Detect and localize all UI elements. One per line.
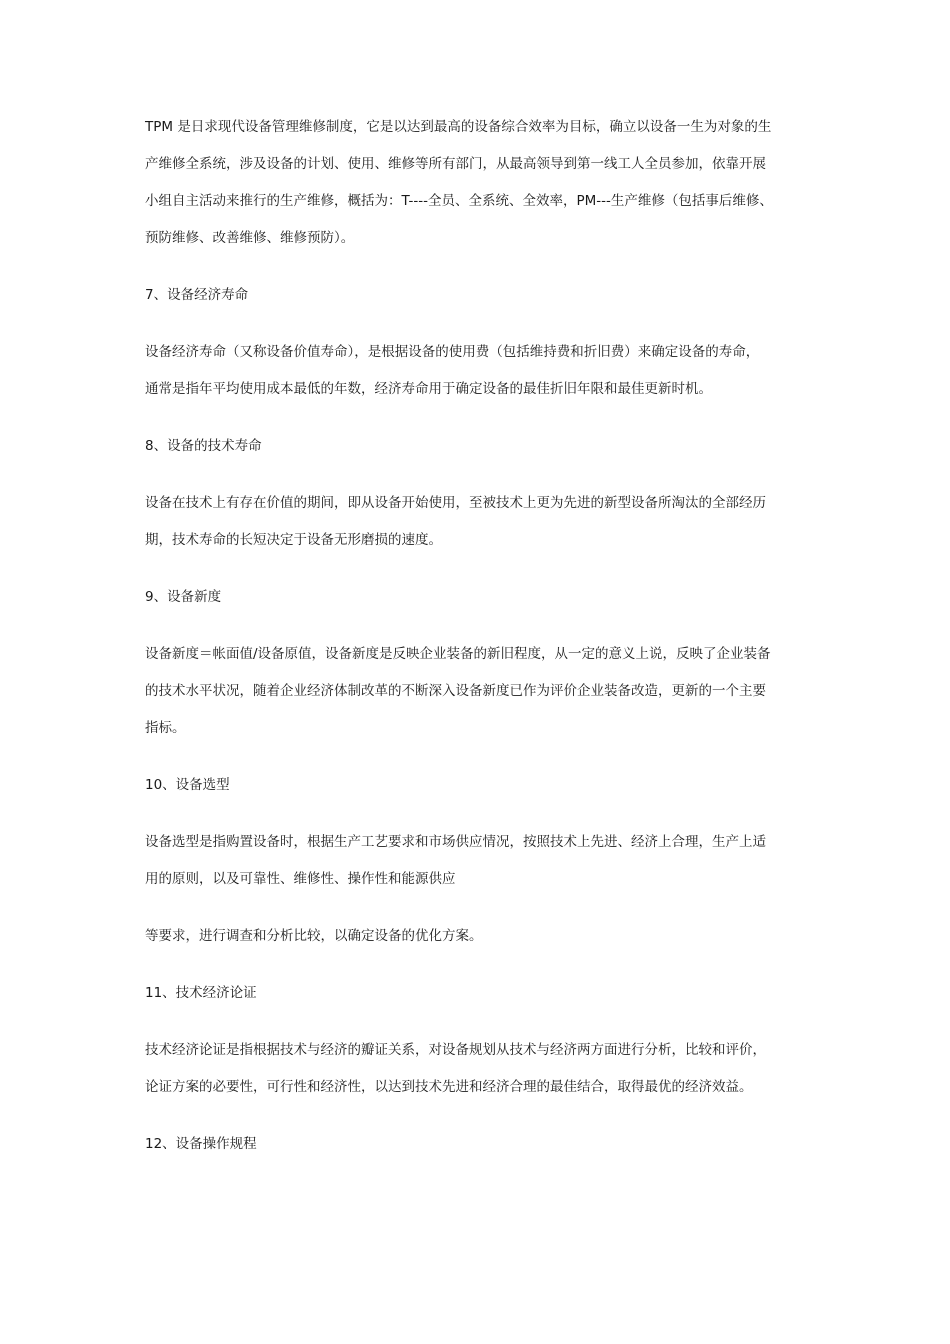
section-heading-7: 7、设备经济寿命 <box>145 287 249 303</box>
paragraph-technical-life <box>145 493 811 567</box>
text-line: 技术经济论证是指根据技术与经济的瓣证关系，对设备规划从技术与经济两方面进行分析，比较和评价， <box>145 1042 766 1058</box>
text-line: 的技术水平状况，随着企业经济体制改革的不断深入设备新度已作为评价企业装备改造，更新的一个主要 <box>145 683 766 699</box>
paragraph-tpm <box>145 117 811 265</box>
text-line: 设备在技术上有存在价值的期间，即从设备开始使用，至被技术上更为先进的新型设备所淘汰的全部经历 <box>145 495 766 511</box>
paragraph-demonstration <box>145 1040 811 1114</box>
text-line: 期，技术寿命的长短决定于设备无形磨损的速度。 <box>145 532 442 548</box>
section-heading-11: 11、技术经济论证 <box>145 985 257 1001</box>
text-line: 设备经济寿命（又称设备价值寿命），是根据设备的使用费（包括维持费和折旧费）来确定设备的寿命， <box>145 344 760 360</box>
text-line: 产维修全系统，涉及设备的计划、使用、维修等所有部门，从最高领导到第一线工人全员参加，依靠开展 <box>145 156 766 172</box>
text-line: 设备新度＝帐面值/设备原值，设备新度是反映企业装备的新旧程度，从一定的意义上说，反映了企业装备 <box>145 646 771 662</box>
paragraph-selection-cont <box>145 926 811 963</box>
section-heading-8: 8、设备的技术寿命 <box>145 438 262 454</box>
section-heading-10: 10、设备选型 <box>145 777 230 793</box>
section-heading-9: 9、设备新度 <box>145 589 222 605</box>
document-page <box>145 117 811 1171</box>
paragraph-newness <box>145 644 811 755</box>
text-line: 设备选型是指购置设备时，根据生产工艺要求和市场供应情况，按照技术上先进、经济上合理，生产上适 <box>145 834 766 850</box>
text-line: TPM 是日求现代设备管理维修制度，它是以达到最高的设备综合效率为目标，确立以设备一生为对象的生 <box>145 119 772 135</box>
text-line: 用的原则，以及可靠性、维修性、操作性和能源供应 <box>145 871 456 887</box>
text-line: 通常是指年平均使用成本最低的年数，经济寿命用于确定设备的最佳折旧年限和最佳更新时机。 <box>145 381 712 397</box>
text-line: 论证方案的必要性，可行性和经济性，以达到技术先进和经济合理的最佳结合，取得最优的经济效益。 <box>145 1079 753 1095</box>
text-line: 等要求，进行调查和分析比较，以确定设备的优化方案。 <box>145 928 483 944</box>
text-line: 指标。 <box>145 720 186 736</box>
text-line: 预防维修、改善维修、维修预防）。 <box>145 230 355 246</box>
paragraph-economic-life <box>145 342 811 416</box>
section-heading-12: 12、设备操作规程 <box>145 1136 257 1152</box>
paragraph-selection <box>145 832 811 906</box>
text-line: 小组自主活动来推行的生产维修，概括为：T----全员、全系统、全效率，PM---生产维修（包括事后维修、 <box>145 193 773 209</box>
